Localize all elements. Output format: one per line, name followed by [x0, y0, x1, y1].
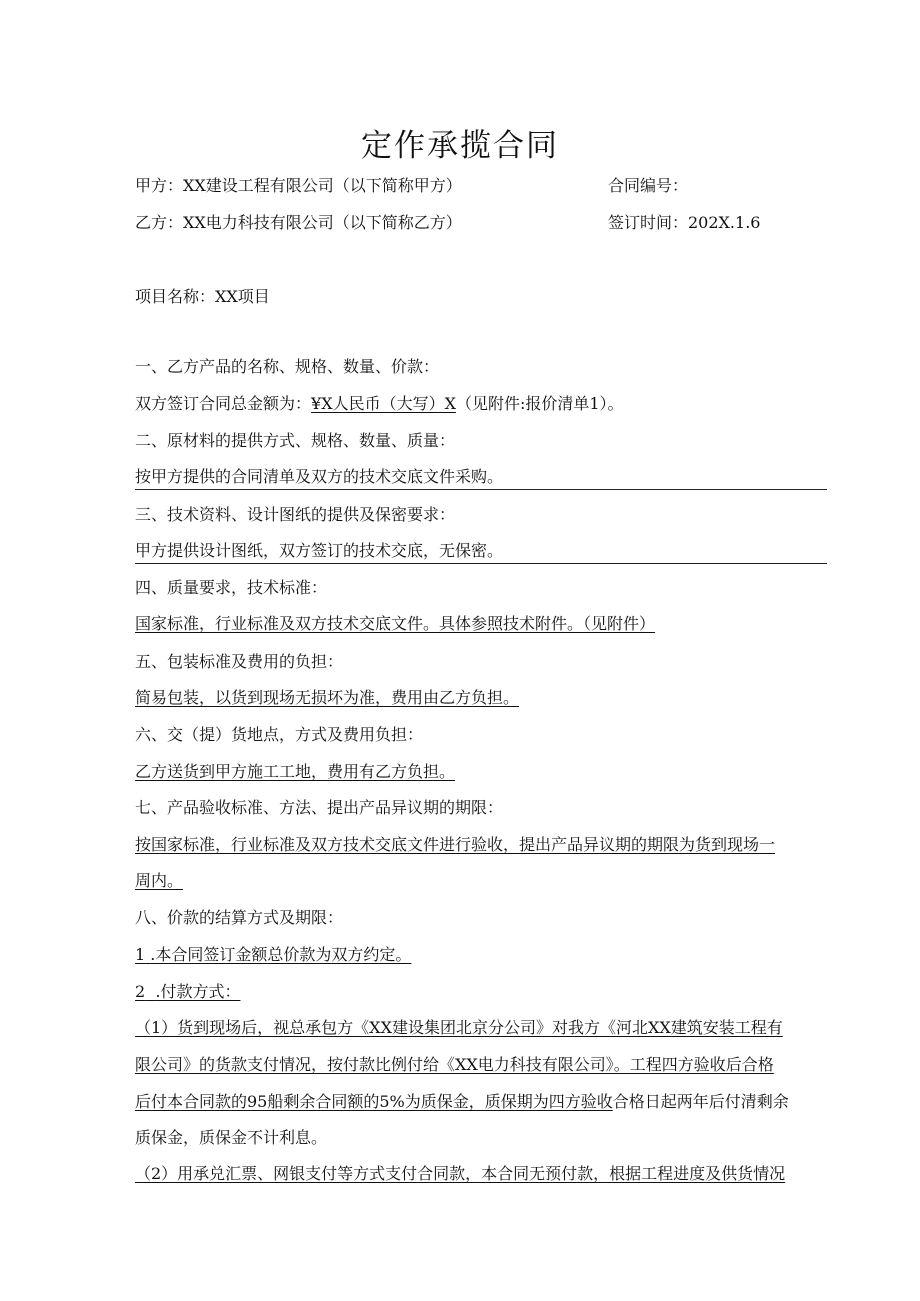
payment-clause-1-line-4: 质保金，质保金不计利息。: [135, 1128, 328, 1147]
payment-clause-2-line-1: （2）用承兑汇票、网银支付等方式支付合同款，本合同无预付款，根据工程进度及供货情况: [135, 1164, 786, 1183]
section-4-heading: 四、质量要求，技术标准：: [135, 578, 328, 597]
document-title: 定作承揽合同: [361, 128, 559, 164]
amount-prefix: 双方签订合同总金额为：: [135, 394, 312, 413]
item-text: .本合同签订金额总价款为双方约定。: [150, 945, 412, 964]
signing-date: 签订时间：202X.1.6: [608, 213, 761, 232]
section-8-heading: 八、价款的结算方式及期限：: [135, 908, 344, 927]
section-8-item-1: [135, 944, 411, 966]
payment-clause-1-line-1: （1）货到现场后，视总承包方《XX建设集团北京分公司》对我方《河北XX建筑安装工程有: [135, 1018, 783, 1037]
party-a: 甲方：XX建设工程有限公司（以下简称甲方）: [135, 176, 462, 195]
section-1-heading: 一、乙方产品的名称、规格、数量、价款：: [135, 357, 440, 376]
payment-clause-1-line-3: [135, 1091, 789, 1113]
item-number: 2: [135, 982, 146, 1001]
section-2-heading: 二、原材料的提供方式、规格、数量、质量：: [135, 431, 456, 450]
payment-clause-underlined: 后付本合同款的95船剩余合同额的5%为质保金，质保期为四方验收: [135, 1092, 613, 1111]
item-text: .付款方式：: [155, 982, 241, 1001]
section-3-heading: 三、技术资料、设计图纸的提供及保密要求：: [135, 505, 456, 524]
payment-clause-rest: 合格日起两年后付清剩余: [612, 1092, 789, 1111]
project-name: 项目名称：XX项目: [135, 287, 270, 306]
section-7-text-line-2: 周内。: [135, 871, 184, 890]
section-1-text: [135, 393, 624, 415]
item-number: 1: [135, 945, 146, 964]
section-5-heading: 五、包装标准及费用的负担：: [135, 652, 344, 671]
section-2-text: 按甲方提供的合同清单及双方的技术交底文件采购。: [135, 467, 504, 486]
section-7-heading: 七、产品验收标准、方法、提出产品异议期的期限：: [135, 798, 504, 817]
section-6-text: 乙方送货到甲方施工工地，费用有乙方负担。: [135, 762, 456, 781]
section-5-text: 简易包装，以货到现场无损坏为准，费用由乙方负担。: [135, 688, 520, 707]
divider-line: [135, 563, 827, 564]
amount-suffix: （见附件:报价清单1）。: [455, 394, 624, 413]
divider-line: [135, 489, 827, 490]
section-6-heading: 六、交（提）货地点，方式及费用负担：: [135, 725, 424, 744]
section-7-text-line-1: 按国家标准，行业标准及双方技术交底文件进行验收，提出产品异议期的期限为货到现场一: [135, 835, 776, 854]
party-b: 乙方：XX电力科技有限公司（以下简称乙方）: [135, 213, 462, 232]
section-8-item-2: [135, 981, 240, 1003]
section-4-text: 国家标准，行业标准及双方技术交底文件。具体参照技术附件。（见附件）: [135, 614, 656, 633]
section-3-text: 甲方提供设计图纸，双方签订的技术交底，无保密。: [135, 541, 504, 560]
payment-clause-1-line-2: 限公司》的货款支付情况，按付款比例付给《XX电力科技有限公司》。工程四方验收后合格: [135, 1055, 774, 1074]
contract-amount: ¥X人民币（大写）X: [311, 394, 456, 413]
contract-number-label: 合同编号：: [608, 176, 689, 195]
